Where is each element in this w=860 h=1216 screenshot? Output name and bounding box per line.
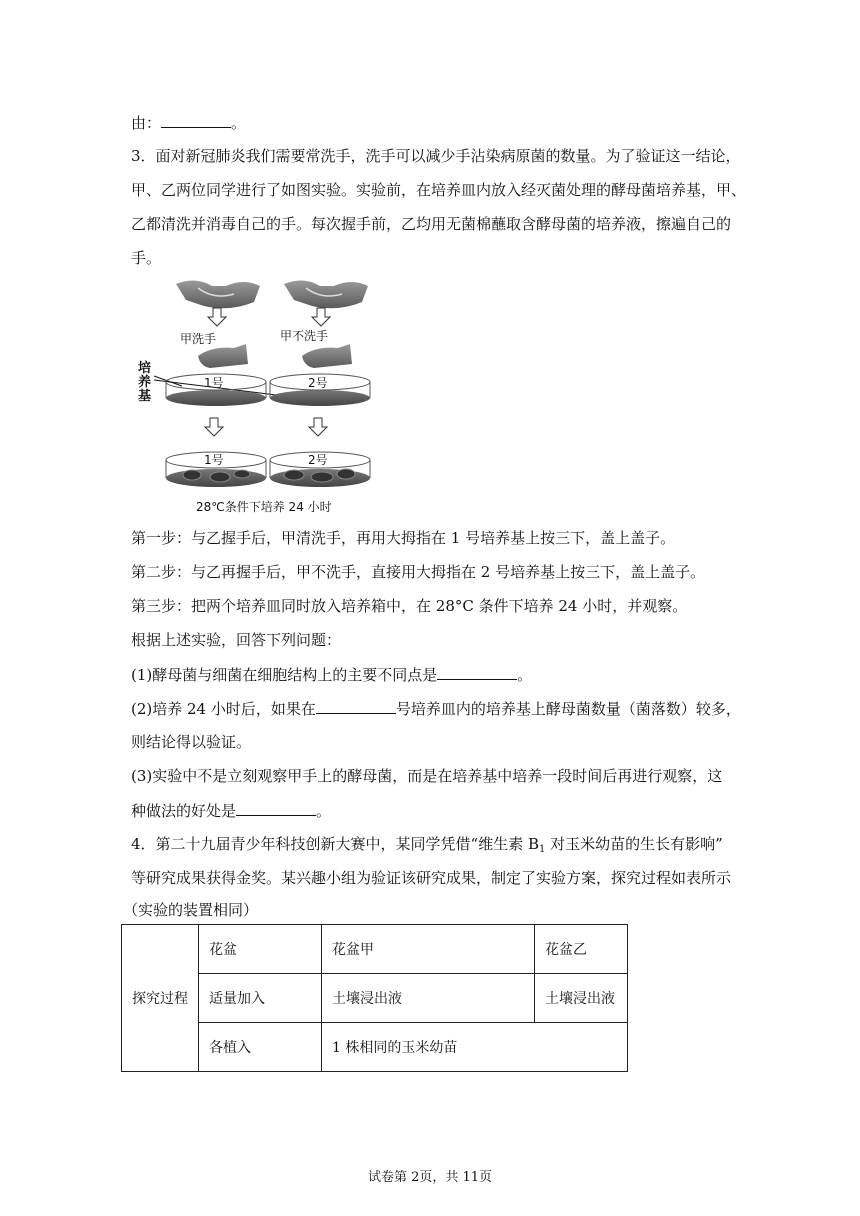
q3-text-line-4: 手。 (131, 249, 162, 267)
svg-text:1号: 1号 (204, 453, 224, 467)
handshake-icon (176, 280, 260, 308)
answer-blank[interactable] (437, 664, 517, 680)
table-cell: 花盆 (199, 925, 322, 974)
q3-text-line-1: 3．面对新冠肺炎我们需要常洗手，洗手可以减少手沾染病原菌的数量。为了验证这一结论， (131, 147, 741, 165)
sub-question-1: (1)酵母菌与细菌在细胞结构上的主要不同点是 。 (131, 666, 533, 684)
down-arrow-icon (205, 418, 223, 436)
figure-caption: 28℃条件下培养 24 小时 (196, 500, 332, 514)
q4-text-line-2: 等研究成果获得金奖。某兴趣小组为验证该研究成果，制定了实验方案，探究过程如表所示 (131, 869, 732, 887)
petri-dish-2-cultured (270, 452, 370, 487)
answer-blank[interactable] (161, 112, 231, 128)
table-row (122, 925, 628, 974)
handshake-icon (284, 280, 368, 308)
sub-question-2-line-2: 则结论得以验证。 (131, 733, 252, 751)
table-cell: 土壤浸出液 (322, 974, 535, 1023)
sub-question-3-line-1: (3)实验中不是立刻观察甲手上的酵母菌，而是在培养基中培养一段时间后再进行观察，这 (131, 767, 723, 785)
label-medium-1: 培 (138, 361, 152, 376)
table-cell: 花盆乙 (535, 925, 628, 974)
down-arrow-icon (309, 418, 327, 436)
table-cell: 土壤浸出液 (535, 974, 628, 1023)
down-arrow-icon (312, 308, 330, 326)
svg-text:2号: 2号 (308, 376, 328, 390)
thumb-icon (198, 344, 248, 368)
table-cell: 各植入 (199, 1023, 322, 1072)
q3-text-line-2: 甲、乙两位同学进行了如图实验。实验前，在培养皿内放入经灭菌处理的酵母菌培养基，甲、 (131, 181, 747, 199)
label-medium-2: 养 (138, 375, 152, 390)
experiment-figure (134, 272, 374, 522)
sub-question-3-line-2: 种做法的好处是 。 (131, 802, 332, 820)
petri-dish-1 (166, 374, 266, 406)
step-1: 第一步：与乙握手后，甲清洗手，再用大拇指在 1 号培养基上按三下，盖上盖子。 (131, 529, 676, 547)
table-header-cell: 探究过程 (122, 925, 199, 1072)
page-footer: 试卷第 2页，共 11页 (367, 1170, 493, 1185)
q4-text-line-3: （实验的装置相同） (123, 901, 259, 919)
answer-blank[interactable] (236, 800, 316, 816)
svg-text:1号: 1号 (204, 376, 224, 390)
down-arrow-icon (208, 308, 226, 326)
q3-text-line-3: 乙都清洗并消毒自己的手。每次握手前，乙均用无菌棉蘸取含酵母菌的培养液，擦遍自己的 (131, 215, 732, 233)
table-cell: 花盆甲 (322, 925, 535, 974)
label-no-wash: 甲不洗手 (280, 329, 329, 343)
label-wash: 甲洗手 (180, 332, 217, 346)
table-cell: 适量加入 (199, 974, 322, 1023)
petri-dish-1-cultured (166, 452, 266, 487)
questions-intro: 根据上述实验，回答下列问题： (131, 631, 342, 649)
step-2: 第二步：与乙再握手后，甲不洗手，直接用大拇指在 2 号培养基上按三下，盖上盖子。 (131, 563, 706, 581)
answer-line-previous: 由： 。 (131, 114, 247, 132)
answer-blank[interactable] (316, 698, 396, 714)
q4-text-line-1: 4．第二十九届青少年科技创新大赛中，某同学凭借“维生素 $B_1$ 对玉米幼苗的生长有影响” (131, 835, 723, 855)
step-3: 第三步：把两个培养皿同时放入培养箱中，在 28°C 条件下培养 24 小时，并观察。 (131, 597, 688, 615)
table-cell: 1 株相同的玉米幼苗 (322, 1023, 628, 1072)
petri-dish-2 (270, 374, 370, 406)
sub-question-2: (2)培养 24 小时后，如果在 号培养皿内的培养基上酵母菌数量（菌落数）较多， (131, 700, 741, 718)
svg-text:2号: 2号 (308, 453, 328, 467)
thumb-icon (302, 344, 352, 368)
label-medium-3: 基 (138, 389, 152, 404)
experiment-table (121, 924, 628, 1072)
